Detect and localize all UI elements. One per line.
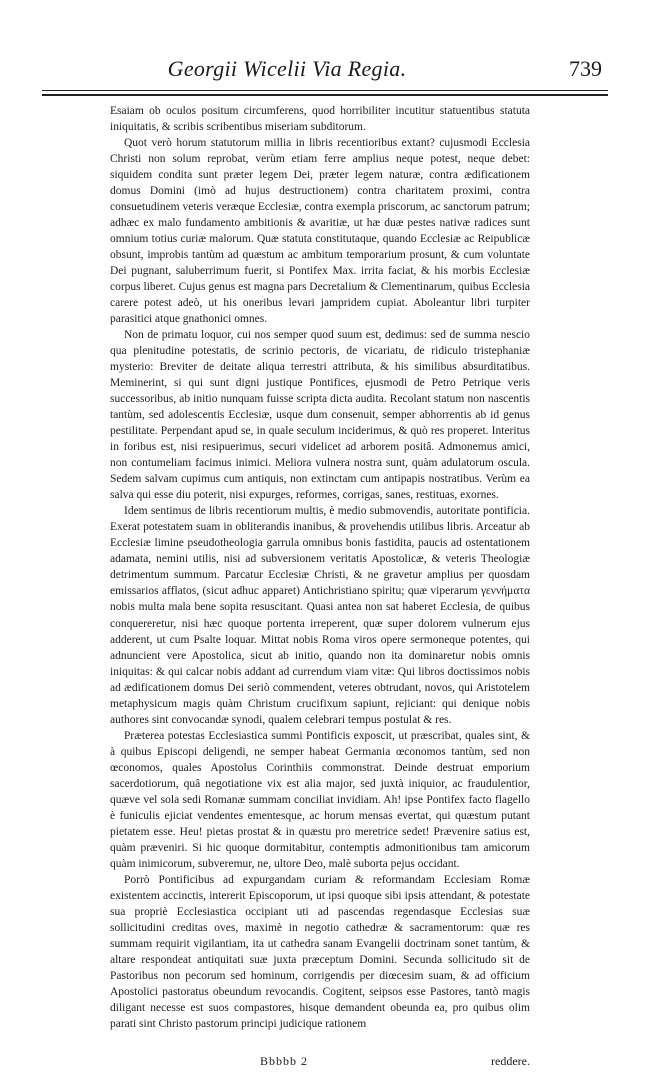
header-rule-thick bbox=[42, 94, 608, 96]
paragraph-1: Esaiam ob oculos positum circumferens, quod horribiliter incutitur statuentibus statuta iniquitatis, & scribis scribentibus miseriam subditorum. bbox=[110, 105, 530, 134]
paragraph-4: Idem sentimus de libris recentiorum multis, è medio submovendis, autoritate pontificia. Exerat potestatem suam in obliterandis inanibus, & provehendis utilibus libris. Arceatur ab Ecclesiæ limine pseudotheologia garrula omnibus bonis fastidita, paucis ad ostentationem adamata, nemini utilis, nisi ad subversionem veritatis Apostolicæ, & veteris Theologiæ detrimentum summum. Parcatur Ecclesiæ Christi, & ne gravetur amplius per quosdam emissarios afflatos, (sicut adhuc apparet) Antichristiano spiritu; quæ viperarum γεννήματα nobis multa mala bene sopita resuscitant. Quasi antea non sat haberet Ecclesia, de quibus conquereretur, nisi hæc quoque portenta irreperent, quæ super dolorem vulnerum ejus adderent, ut cum Psalte loquar. Mittat nobis Roma viros opere sermoneque potentes, qui adnuncient vere Apostolica, sicut ab initio, quando non ita dominaretur nobis omnis iniquitas: & qui calcar nobis addant ad currendum viam vitæ: Qui libros doctissimos nobis ad ædificationem domus Dei seriò commendent, veteres obtrudant, novos, qui Aristotelem metaphysicum magis quàm Christum crucifixum sapiunt, rejiciant: qui denique nobis authores sint convocandæ synodi, qualem celebrari tempus postulat & res. bbox=[110, 505, 530, 726]
page-number: 739 bbox=[569, 56, 602, 81]
paragraph-3: Non de primatu loquor, cui nos semper quod suum est, dedimus: sed de summa nescio qua plenitudine potestatis, de scrinio pectoris, de vicariatu, de ridiculo tristephaniæ mysterio: Breviter de deitate aliqua terrestri attributa, & his similibus absurditatibus. Meminerint, si qui sunt digni justique Pontifices, ejusmodi de Petro Petrique veris successoribus, ab initio nunquam fuisse scripta dicta audita. Recolant statum non nascentis tantùm, sed adolescentis Ecclesiæ, usque dum consenuit, semper abhorrentis ab id genus pestilitate. Perpendant apud se, in quale seculum inciderimus, & quò res properet. Interitus in foribus est, nisi resipuerimus, securi videlicet ad arborem positâ. Admonemus amici, non contumeliam facimus inimici. Meliora vulnera nostra sunt, quàm adulatorum oscula. Sedem salvam cupimus cum antiquis, non extinctam cum antipapis nostratibus. Verùm ea salva qui esse diu poterit, nisi expurges, reformes, corrigas, sanes, restituas, exornes. bbox=[110, 329, 530, 502]
running-title: Georgii Wicelii Via Regia. bbox=[167, 56, 407, 81]
main-text-column bbox=[110, 103, 530, 1032]
paragraph-6: Porrò Pontificibus ad expurgandam curiam & reformandam Ecclesiam Romæ existentem accinctis, intererit Episcoporum, ut ipsi quoque sibi ipsis attendant, & potestate sua propriè Ecclesiastica occipiant uti ad pascendas regendasque Ecclesias suæ sollicitudini creditas oves, maximè in negotio cathedræ & sacramentorum: quæ res summam requirit vigilantiam, ita ut cathedra sanam Evangelii doctrinam sonet tantùm, & altare respondeat antiquitati suæ juxta præceptum Domini. Secunda sollicitudo sit de Pastoribus non pecorum sed hominum, corrigendis per diœcesim suam, & ad officium Apostolici pastoratus obeundum revocandis. Cogitent, seipsos esse Pastores, tantò magis diligant necesse est suos compastores, hisque demandent obeunda ea, pro quibus olim parati sint Christo pastorum principi judicique rationem bbox=[110, 873, 530, 1030]
paragraph-5: Præterea potestas Ecclesiastica summi Pontificis exposcit, ut præscribat, quales sint, & à quibus Episcopi deligendi, ne semper habeat Germania œconomos tantùm, sed non œconomos, quales Apostolus Corinthiis commonstrat. Deinde destruat emporium sacerdotiorum, quâ negotiatione vix est alia major, sed juxtà iniquior, ac fraudulentior, quæve vel sola sedi Romanæ summam conciliat invidiam. Ah! ipse Pontifex facto flagello è funiculis ejiciat vendentes ementesque, ac horum mensas evertat, qui quæstum putant pietatem esse. Heu! pietas prostat & in quæstu pro meretrice sedet! Prævenire satius est, quàm præveniri. Si hic quoque dormitabitur, contemptis admonitionibus tam amicorum quàm inimicorum, subveremur, ne, ultore Deo, malè suborta pejus occidant. bbox=[110, 729, 530, 870]
signature-mark: Bbbbb 2 bbox=[260, 1054, 309, 1068]
page-footer bbox=[110, 1054, 530, 1072]
catchword: reddere. bbox=[491, 1054, 530, 1068]
paragraph-2: Quot verò horum statutorum millia in libris recentioribus extant? cujusmodi Ecclesia Christi non solum reprobat, verùm etiam ferre amplius neque potest, neque debet: siquidem condita sunt præter legem Dei, præter legem naturæ, contra ædificationem domus Domini (imò ad hujus destructionem) contra charitatem proximi, contra consuetudinem veteris veræque Ecclesiæ, contra exempla priscorum, ac sanctorum patrum; adhæc ex malo fundamento ambitionis & avaritiæ, ut hæ duæ pestes nativæ radices sunt omnium totius curiæ malorum. Quæ statuta constitutaque, quando Ecclesiæ ac Reipublicæ obsunt, improbis tantùm ad quæstum ac ambitum temporarium prosunt, & cum voluntate Dei pugnant, saluberrimum fuerit, si Pontifex Max. irrita faciat, & his morbis Ecclesiæ corpus liberet. Cujus genus est magna pars Decretalium & Clementinarum, quibus Ecclesia carere potest adeò, ut his oneribus levari jampridem cupiat. Aboleantur libri turpiter parasitici atque gnathonici omnes. bbox=[110, 137, 530, 326]
header-rule-thin bbox=[42, 90, 608, 91]
page-header bbox=[42, 50, 608, 94]
